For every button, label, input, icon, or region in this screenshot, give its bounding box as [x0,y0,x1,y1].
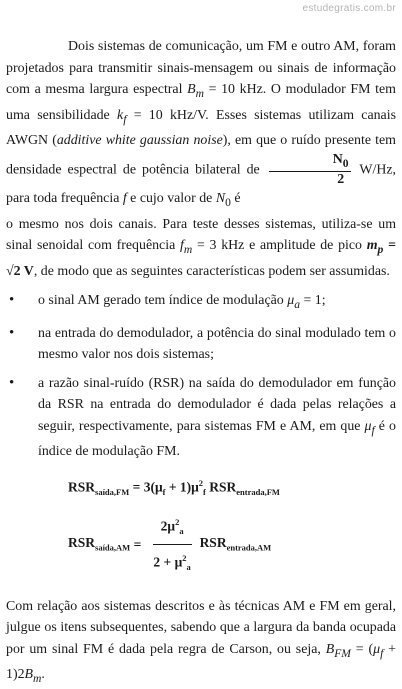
assumption-list [6,290,396,577]
question-text [6,36,396,689]
intro-paragraph: Dois sistemas de comunicação, um FM e outro AM, foram projetados para transmitir sinais-mensagem ou sinais de informação com a mesma largura espectral $B_m = 10$ kHz. O modulador FM tem uma sensibilidade $k_f = 10$ kHz/V. Esses sistemas utilizam canais AWGN (additive white gaussian noise), em que o ruído presente tem densidade espectral de potência bilateral de $\frac{N_0}{2}$ W/Hz, para toda frequência f e cujo valor de $N_0$ é [6,39,396,210]
noise-density-fraction: $\frac{N_0}{2}$ [269,152,351,189]
test-paragraph: o mesmo nos dois canais. Para teste desses sistemas, utiliza-se um sinal senoidal com frequência $f_m = 3$ kHz e amplitude de pico $m_p = √2$ V, de modo que as seguintes características podem ser assumidas. [6,216,396,279]
am-snr-fraction: $\frac{2\mu^2_a}{2 + \mu^2_a}$ [153,512,192,577]
awgn-term: additive white gaussian noise [56,132,223,148]
am-snr-equation: $RSR_{saída,AM}$ = $\frac{2\mu^2_a}{2 + \mu^2_a}$ $RSR_{entrada,AM}$ [68,512,396,577]
list-item: • o sinal AM gerado tem índice de modulação $\mu_a = 1$; [6,290,396,315]
fm-snr-equation: $RSR_{saída,FM} = 3(\mu_f + 1)\mu^2_f$ $RSR_{entrada,FM}$ [68,477,280,498]
watermark: estudegratis.com.br [302,3,396,14]
list-item: • a razão sinal-ruído (RSR) na saída do demodulador em função da RSR na entrada do demodulador é dada pelas relações a seguir, respectivamente, para sistemas FM e AM, em que $\mu_f$ é o índice de modulação FM. $RSR_{saída,FM} = 3(\mu_f + 1)\mu^2_f$ $RSR_{entrada,FM}$ $RSR_{saída,AM}$ = $\frac{2\mu^2_a}{2 + \mu^2_a}$ $RSR_{entrada,AM}$ [6,373,396,578]
closing-paragraph: Com relação aos sistemas descritos e às técnicas AM e FM em geral, julgue os itens subsequentes, sabendo que a largura da banda ocupada por um sinal FM é dada pela regra de Carson, ou seja, $B_{FM} = (\mu_f + 1)2B_m$. [6,598,396,685]
list-item: • na entrada do demodulador, a potência do sinal modulado tem o mesmo valor nos dois sistemas; [6,323,396,366]
